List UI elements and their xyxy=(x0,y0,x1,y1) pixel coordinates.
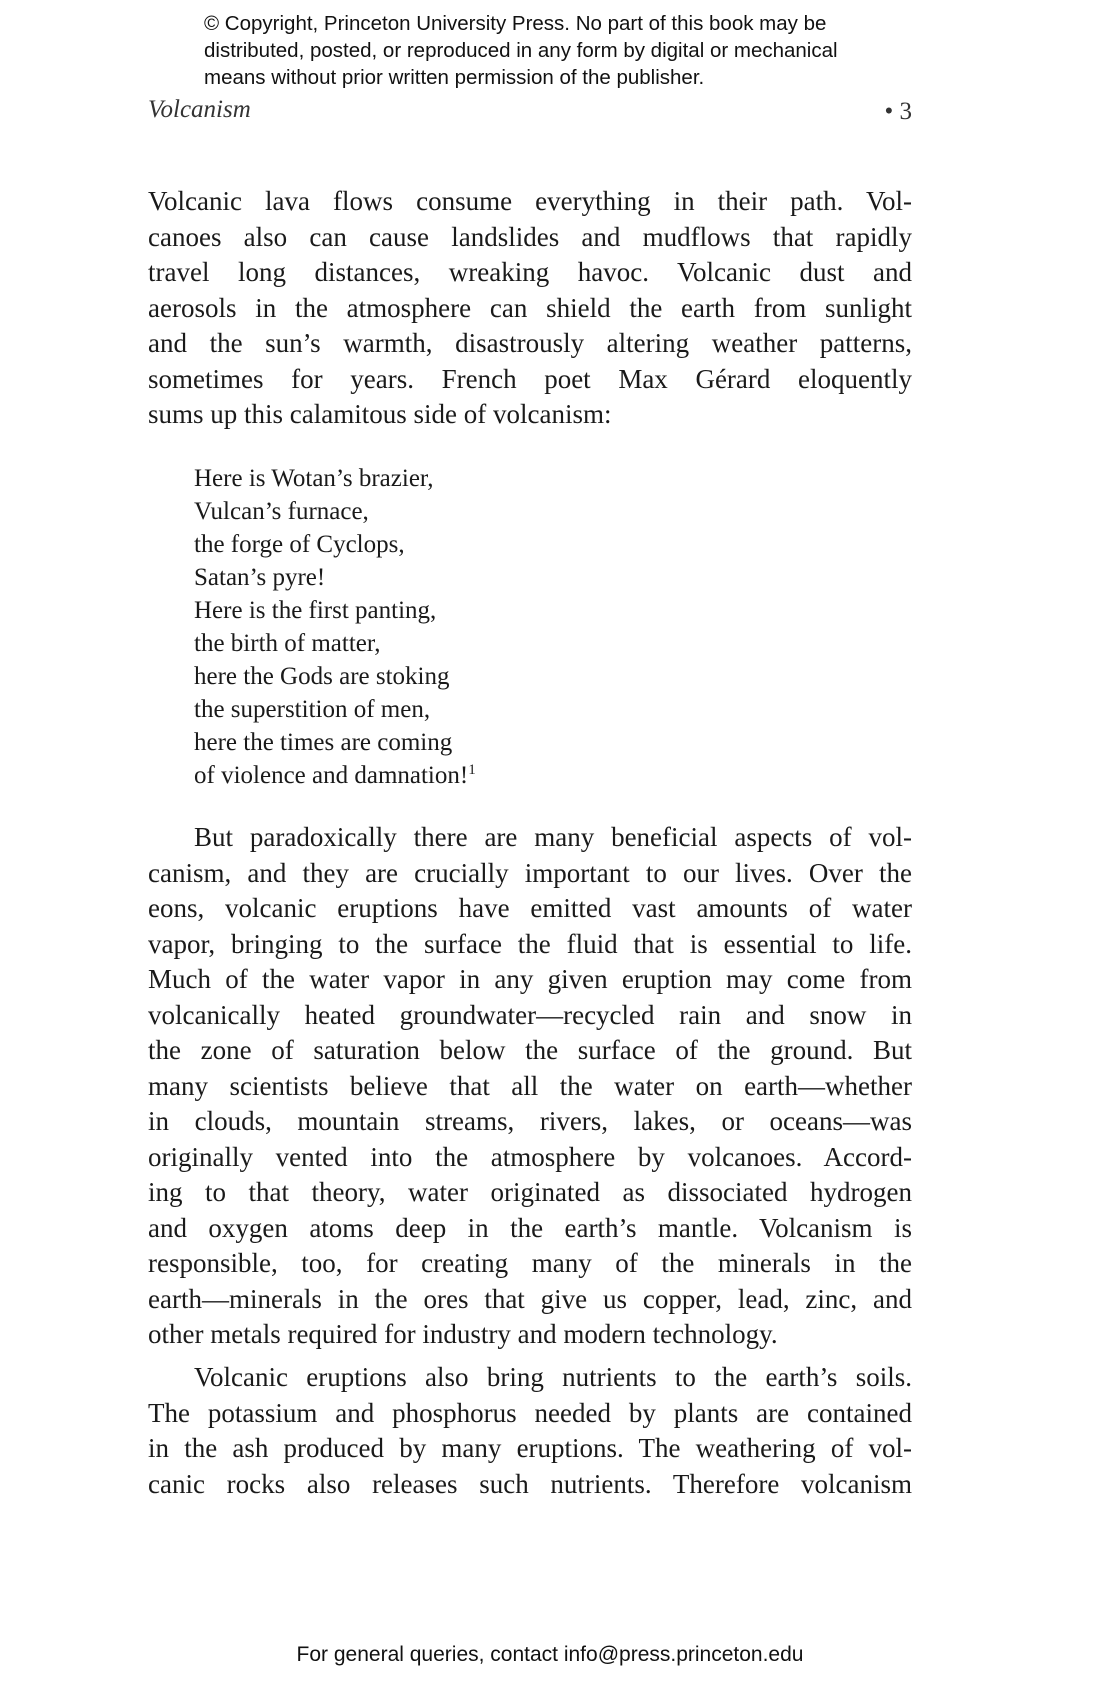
text-line: and the sun’s warmth, disastrously altering weather patterns, xyxy=(148,328,912,358)
text-line: Volcanic lava flows consume everything in their path. Vol- xyxy=(148,186,912,216)
poem-line: Satan’s pyre! xyxy=(194,564,326,591)
text-line: earth—minerals in the ores that give us copper, lead, zinc, and xyxy=(148,1283,912,1314)
text-line: sometimes for years. French poet Max Gérard eloquently xyxy=(148,363,912,394)
paragraph-2 xyxy=(148,820,912,1353)
text-line: ing to that theory, water originated as dissociated hydrogen xyxy=(148,1177,912,1207)
copyright-line: means without prior written permission of the publisher. xyxy=(204,66,705,89)
text-line: Much of the water vapor in any given eruption may come from xyxy=(148,964,912,994)
page-number: • 3 xyxy=(884,98,912,125)
poem-line: here the Gods are stoking xyxy=(194,663,450,690)
copyright-line: © Copyright, Princeton University Press. No part of this book may be xyxy=(204,12,827,35)
copyright-line: distributed, posted, or reproduced in any form by digital or mechanical xyxy=(204,39,838,62)
poem-line: the forge of Cyclops, xyxy=(194,531,405,558)
poem-line: Vulcan’s furnace, xyxy=(194,498,369,525)
poem-line-last xyxy=(194,759,476,792)
text-line: originally vented into the atmosphere by volcanoes. Accord- xyxy=(148,1141,912,1172)
text-line: Volcanic eruptions also bring nutrients to the earth’s soils. xyxy=(194,1362,912,1392)
text-line: other metals required for industry and modern technology. xyxy=(148,1319,778,1349)
text-line: eons, volcanic eruptions have emitted vast amounts of water xyxy=(148,893,912,923)
paragraph-1 xyxy=(148,184,912,433)
poem-line: the birth of matter, xyxy=(194,630,381,657)
poem-quotation xyxy=(194,462,476,792)
text-line: aerosols in the atmosphere can shield the earth from sunlight xyxy=(148,292,912,323)
paragraph-3 xyxy=(148,1360,912,1502)
text-line: in the ash produced by many eruptions. The weathering of vol- xyxy=(148,1433,912,1463)
text-line: The potassium and phosphorus needed by plants are contained xyxy=(148,1397,912,1428)
poem-line: Here is the first panting, xyxy=(194,597,437,624)
text-line: canism, and they are crucially important to our lives. Over the xyxy=(148,857,912,888)
text-line: But paradoxically there are many beneficial aspects of vol- xyxy=(194,822,912,852)
poem-line: here the times are coming xyxy=(194,729,453,756)
text-line: vapor, bringing to the surface the fluid that is essential to life. xyxy=(148,928,912,959)
footnote-marker[interactable]: 1 xyxy=(468,762,476,778)
poem-line-text: of violence and damnation! xyxy=(194,762,469,789)
footer-contact: For general queries, contact info@press.princeton.edu xyxy=(296,1643,804,1666)
copyright-notice xyxy=(204,10,964,91)
text-line: many scientists believe that all the water on earth—whether xyxy=(148,1070,912,1101)
text-line: and oxygen atoms deep in the earth’s mantle. Volcanism is xyxy=(148,1212,912,1243)
text-line: the zone of saturation below the surface of the ground. But xyxy=(148,1035,912,1065)
text-line: canic rocks also releases such nutrients. Therefore volcanism xyxy=(148,1468,912,1499)
text-line: canoes also can cause landslides and mudflows that rapidly xyxy=(148,221,912,252)
text-line: in clouds, mountain streams, rivers, lakes, or oceans—was xyxy=(148,1106,912,1136)
text-line: sums up this calamitous side of volcanism: xyxy=(148,399,612,429)
poem-line: the superstition of men, xyxy=(194,696,431,723)
text-line: volcanically heated groundwater—recycled rain and snow in xyxy=(148,999,912,1030)
text-line: responsible, too, for creating many of the minerals in the xyxy=(148,1248,912,1278)
poem-line: Here is Wotan’s brazier, xyxy=(194,465,434,492)
running-head: Volcanism xyxy=(148,96,251,123)
text-line: travel long distances, wreaking havoc. Volcanic dust and xyxy=(148,257,912,287)
